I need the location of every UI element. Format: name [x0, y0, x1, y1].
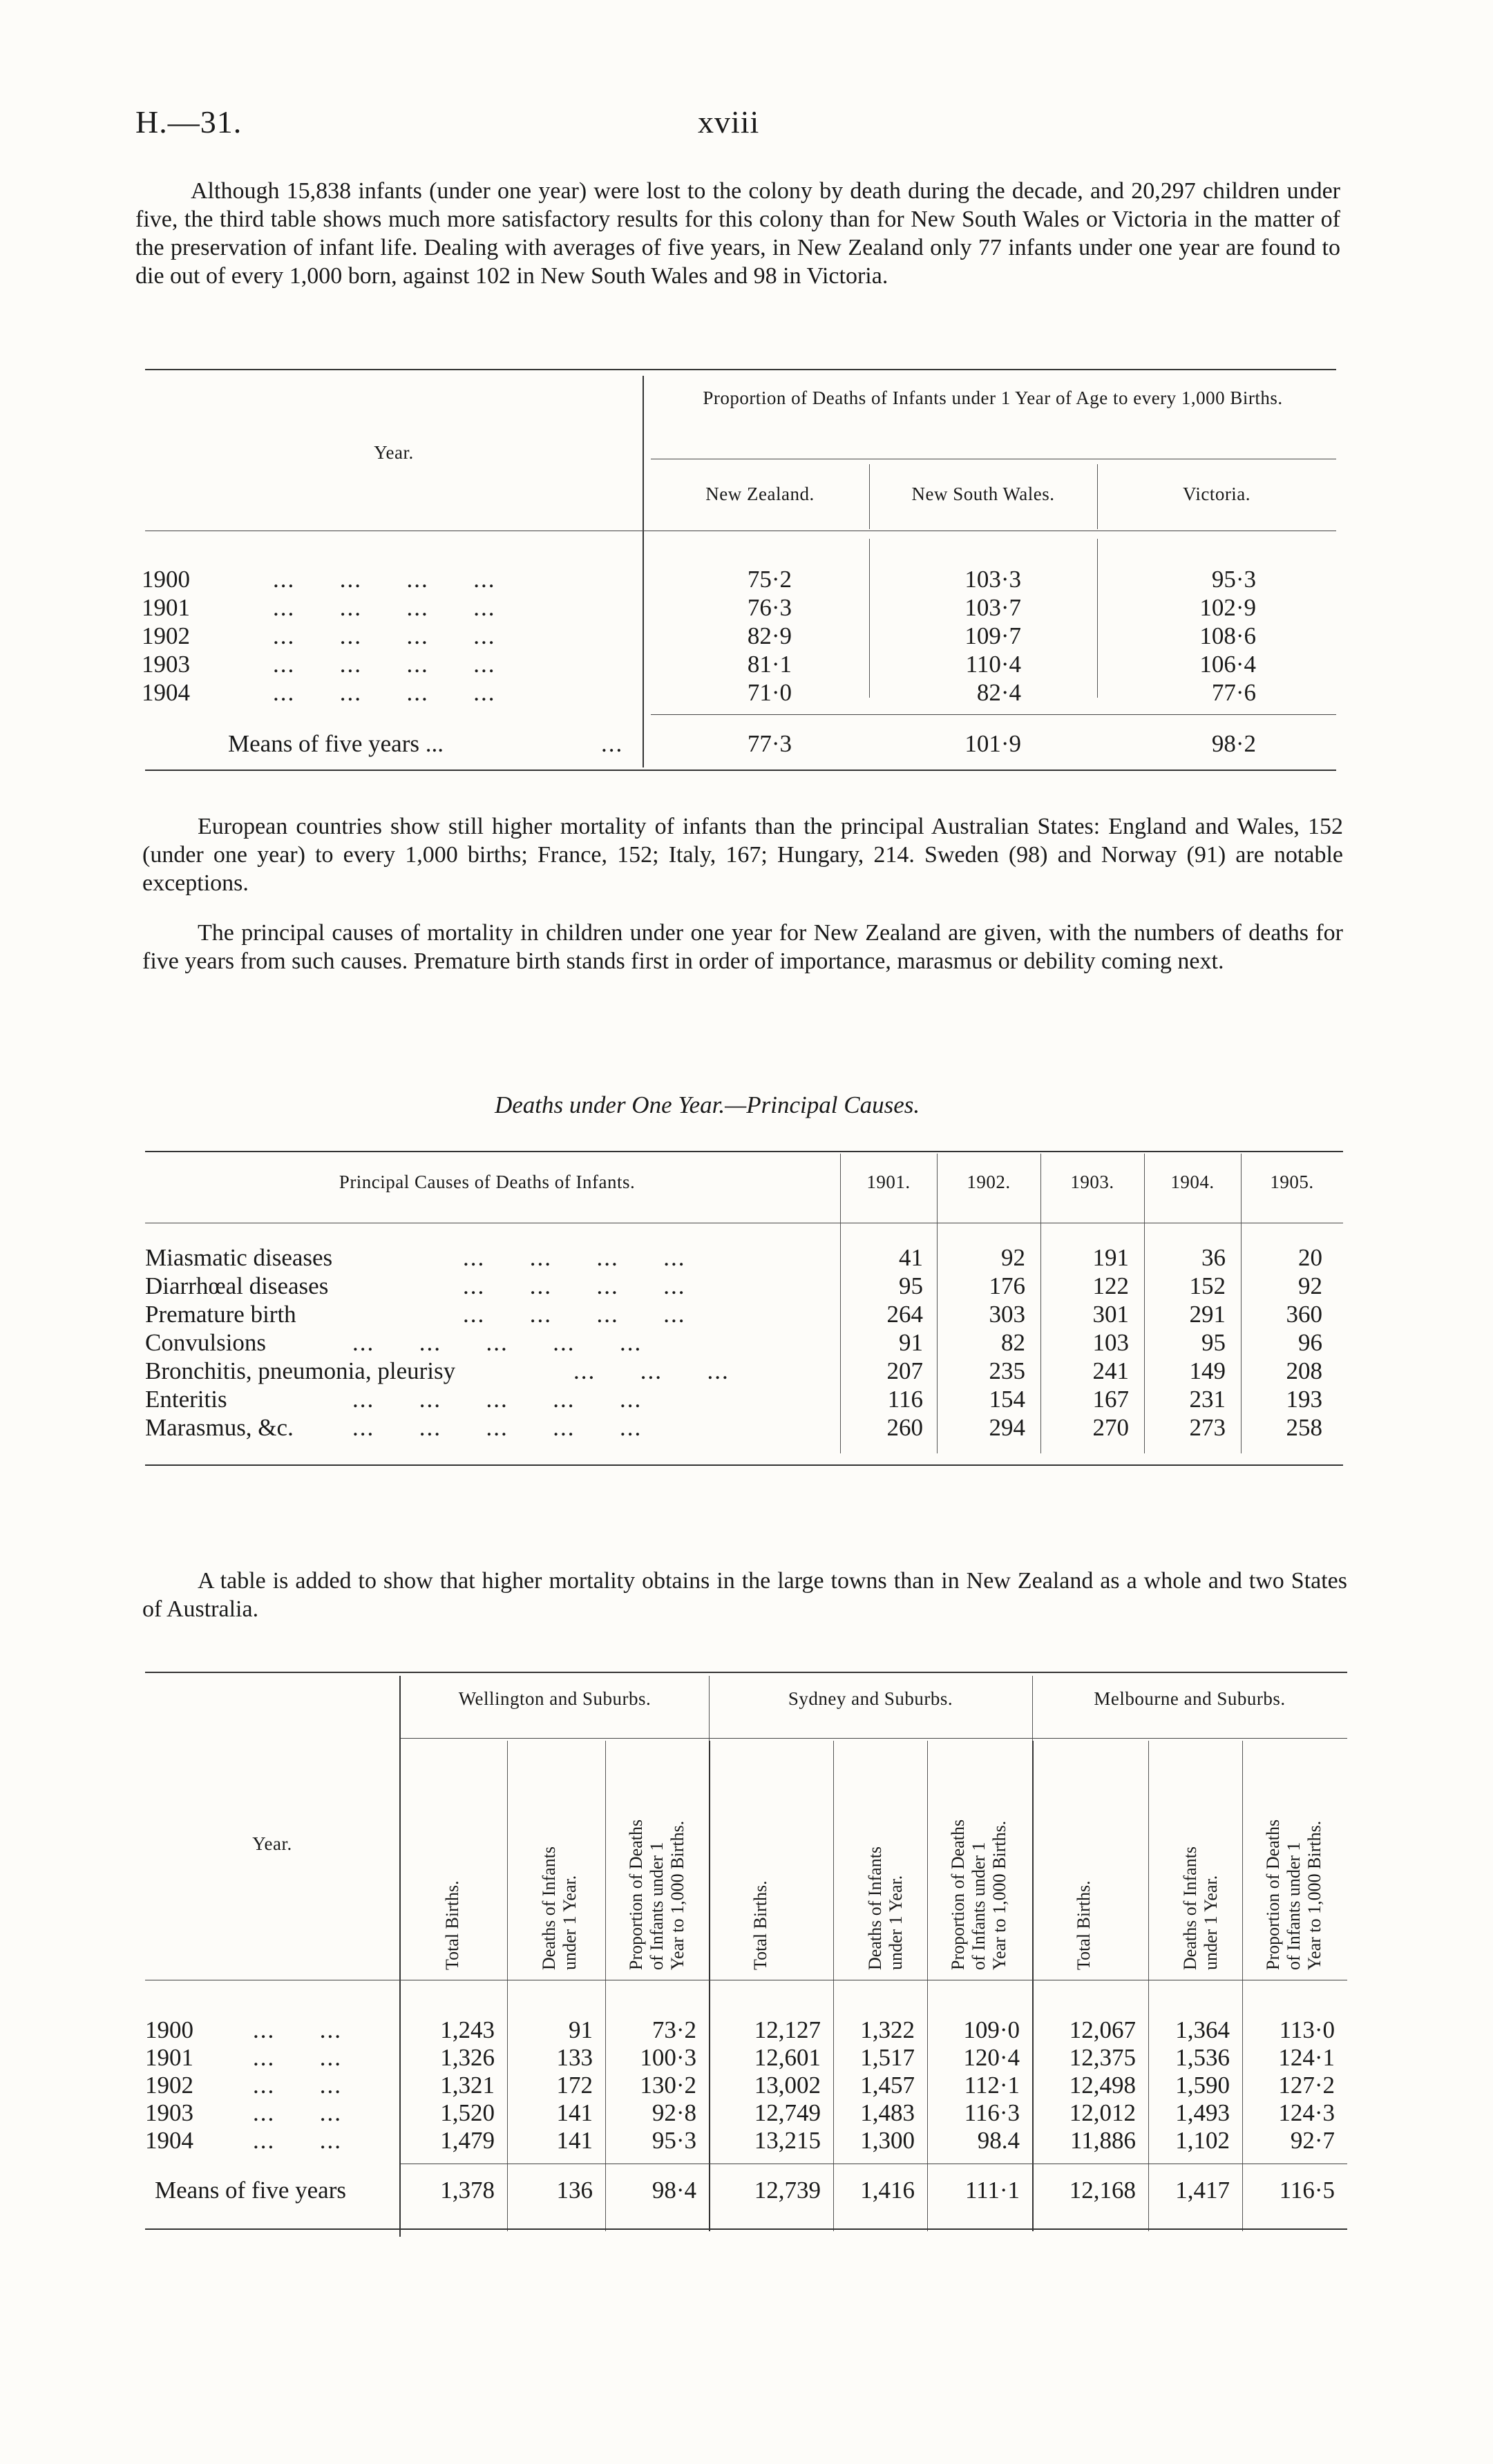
table3-header-proportion: Year to 1,000 Births. — [667, 1820, 687, 1970]
table3-group-sydney: Sydney and Suburbs. — [788, 1688, 953, 1709]
table1-year: 1902 — [142, 622, 190, 649]
table1-cell: 103·7 — [964, 594, 1021, 621]
table3-cell: 11,886 — [1070, 2127, 1136, 2154]
table3-cell: 13,215 — [754, 2127, 821, 2154]
table2-cell: 41 — [899, 1244, 923, 1271]
table2-cell: 208 — [1286, 1357, 1322, 1384]
table2-cell: 154 — [989, 1386, 1025, 1413]
table2-cell: 149 — [1189, 1357, 1226, 1384]
table2-cell: 92 — [1001, 1244, 1025, 1271]
table3-header-proportion: Proportion of Deaths — [626, 1819, 646, 1970]
table3-cell: 116·3 — [964, 2099, 1020, 2126]
table3-cell: 100·3 — [640, 2044, 696, 2071]
table2-cell: 95 — [1201, 1329, 1226, 1356]
table3-header-proportion: Proportion of Deaths — [948, 1819, 968, 1970]
table3-cell: 1,483 — [860, 2099, 915, 2126]
table2-cause: Bronchitis, pneumonia, pleurisy — [145, 1357, 456, 1384]
table2-cell: 92 — [1298, 1272, 1322, 1299]
table2-year-header: 1903. — [1070, 1172, 1114, 1192]
table3-group-melbourne: Melbourne and Suburbs. — [1094, 1688, 1286, 1709]
table2-cause: Convulsions — [145, 1329, 267, 1356]
table2-cause-header: Principal Causes of Deaths of Infants. — [339, 1172, 636, 1192]
table1-cell: 110·4 — [965, 651, 1021, 678]
table2-cell: 360 — [1286, 1301, 1322, 1328]
table1-cell: 108·6 — [1199, 622, 1256, 649]
table3-cell: 91 — [569, 2016, 593, 2043]
table2-cell: 231 — [1189, 1386, 1226, 1413]
table2-cell: 301 — [1092, 1301, 1129, 1328]
table2-cell: 258 — [1286, 1414, 1322, 1441]
table3-cell: 172 — [556, 2072, 593, 2099]
table2-year-header: 1901. — [866, 1172, 911, 1192]
table3-year: 1904 — [145, 2127, 193, 2154]
table2-cell: 294 — [989, 1414, 1025, 1441]
table2-cell: 96 — [1298, 1329, 1322, 1356]
table3-cell: 1,321 — [440, 2072, 495, 2099]
table1-cell: 102·9 — [1199, 594, 1256, 621]
table3-header-proportion: Proportion of Deaths — [1263, 1819, 1283, 1970]
table3-cell: 1,457 — [860, 2072, 915, 2099]
table3-year: 1902 — [145, 2072, 193, 2099]
table2-cell: 270 — [1092, 1414, 1129, 1441]
table2-cell: 176 — [989, 1272, 1025, 1299]
table3-cell: 124·1 — [1278, 2044, 1335, 2071]
table3-header-total-births: Total Births. — [750, 1880, 770, 1970]
table2-cell: 20 — [1298, 1244, 1322, 1271]
table3-group-wellington: Wellington and Suburbs. — [458, 1688, 652, 1709]
table2-cell: 122 — [1092, 1272, 1129, 1299]
table2-cell: 103 — [1092, 1329, 1129, 1356]
table3-cell: 1,517 — [860, 2044, 915, 2071]
table2-cell: 95 — [899, 1272, 923, 1299]
table2-cell: 260 — [886, 1414, 923, 1441]
paragraph-principal-causes: The principal causes of mortality in children under one year for New Zealand are given, with the numbers of deaths for five years from such causes. Premature birth stands first in order of importance, marasmus or debility coming next. — [142, 920, 1343, 974]
table3-cell: 141 — [556, 2127, 593, 2154]
table1-year: 1901 — [142, 594, 190, 621]
table1-mean: 101·9 — [964, 730, 1021, 757]
table3-cell: 92·7 — [1290, 2127, 1335, 2154]
table2-caption: Deaths under One Year.—Principal Causes. — [495, 1091, 920, 1118]
table3-mean: 111·1 — [964, 2177, 1020, 2204]
table3-cell: 12,601 — [754, 2044, 821, 2071]
table1-year: 1904 — [142, 679, 190, 706]
table3-mean: 1,378 — [440, 2177, 495, 2204]
table3-header-deaths: under 1 Year. — [560, 1875, 580, 1970]
table3-header-deaths: Deaths of Infants — [865, 1846, 885, 1970]
table3-cell: 113·0 — [1279, 2016, 1335, 2043]
table2-cell: 191 — [1092, 1244, 1129, 1271]
table3-cell: 1,479 — [440, 2127, 495, 2154]
table3-cell: 95·3 — [652, 2127, 696, 2154]
table3-header-deaths: under 1 Year. — [886, 1875, 906, 1970]
table1-cell: 77·6 — [1211, 679, 1256, 706]
table3-header-deaths: Deaths of Infants — [1180, 1846, 1200, 1970]
table3-cell: 1,364 — [1175, 2016, 1230, 2043]
table2-cell: 36 — [1201, 1244, 1226, 1271]
table3-year: 1900 — [145, 2016, 193, 2043]
table1-col-vic: Victoria. — [1182, 484, 1251, 504]
table3-cell: 133 — [556, 2044, 593, 2071]
table2-cell: 235 — [989, 1357, 1025, 1384]
table1-year-header: Year. — [374, 442, 414, 463]
table3-mean: 1,416 — [860, 2177, 915, 2204]
table3-means-label: Means of five years — [155, 2177, 346, 2204]
page-number: xviii — [698, 104, 760, 140]
table2-cell: 152 — [1189, 1272, 1226, 1299]
paragraph-infant-losses: Although 15,838 infants (under one year) were lost to the colony by death during the decade, and 20,297 children under five, the third table shows much more satisfactory results for this colony than for New South Wales or Victoria in the matter of the preservation of infant life. Dealing with averages of five years, in New Zealand only 77 infants under one year are found to die out of every 1,000 born, against 102 in New South Wales and 98 in Victoria. — [135, 178, 1340, 289]
table2-cell: 116 — [887, 1386, 923, 1413]
table2-cause: Enteritis — [145, 1386, 227, 1413]
table2-cause: Miasmatic diseases — [145, 1244, 333, 1271]
document-page: H.—31. xviii Although 15,838 infants (under one year) were lost to the colony by death during the decade, and 20,297 children under five, the third table shows much more satisfactory results for this colony than for New South Wales or Victoria in the matter of the preservation of infant life. Dealing with averages of five years, in New Zealand only 77 infants under one year are found to die out of every 1,000 born, against 102 in New South Wales and 98 in Victoria. Proportion of Deaths of Infants under 1 Year of Age to every 1,000 Births. Year. New Zealand. New South Wales. Victoria. 1900 1901 1902 1903 1904 ... ... ... ... ... ... ... ... ... ... ... ... ... ... ... ... ... ... ... ... 75·2 76·3 82·9 81·1 71·0 103·3 103·7 109·7 110·4 82·4 95·3 102·9 108·6 106·4 77·6 Means of five years ... ... 77·3 101·9 98·2 European countries show still higher mortality of infants than the principal Australian States: England and Wales, 152 (under one year) to every 1,000 births; France, 152; Italy, 167; Hungary, 214. Sweden (98) and Norway (91) are notable exceptions. The principal causes of mortality in children under one year for New Zealand are given, with the numbers of deaths for five years from such causes. Premature birth stands first in order of importance, marasmus or debility coming next. Deaths under One Year.—Principal Causes. Principal Causes of Deaths of Infants. 1901. 1902. 1903. 1904. 1905. Miasmatic diseases Diarrhœal diseases Premature birth Convulsions Bronchitis, pneumonia, pleurisy Enteritis Marasmus, &c. ... ... ... ... ... ... ... ... ... ... ... ... ... ... ... ... ... ... ... ... ... ... ... ... ... ... ... ... ... ... 41 92 191 36 20 95 176 122 152 92 264 303 301 291 360 91 82 103 95 96 207 235 241 149 208 116 154 167 231 193 260 294 270 273 258 A table is added to show that higher mortality obtains in the large towns than in New Zealand as a whole and two States of Australia. Wellington and Suburbs. Sydney and Suburbs. Melbourne and Suburbs. Year. Total Births. Deaths of Infants under 1 Year. Proportion of Deaths of Infants under 1 Year to 1,000 Births. Total Births. Deaths of Infants under 1 Year. Proportion of Deaths of Infants under 1 Year to 1,000 Births. Total Births. Deaths of Infants under 1 Year. Proportion of Deaths of Infants under 1 Year to 1,000 Births. 1900 1901 1902 1903 1904 ... ... ... ... ... ... ... ... ... ... 1,243 91 73·2 12,127 1,322 109·0 12,067 1,364 113·0 1,326 133 100·3 12,601 1,517 120·4 12,375 1,536 124·1 1,321 172 130·2 13,002 1,457 112·1 12,498 1,590 127·2 1,520 141 92·8 12,749 1,483 116·3 12,012 1,493 124·3 1,479 141 95·3 13,215 1,300 98.4 11,886 1,102 92·7 1,378 136 98·4 12,739 1,416 111·1 12,168 1,417 116·5 Means of five years — [0, 0, 1493, 2464]
table3-year-header: Year. — [252, 1833, 292, 1854]
table3-cell: 1,326 — [440, 2044, 495, 2071]
table3-mean: 98·4 — [652, 2177, 696, 2204]
table3-header-proportion: of Infants under 1 — [1284, 1842, 1304, 1970]
table1-mean: 98·2 — [1211, 730, 1256, 757]
table3-header-deaths: under 1 Year. — [1201, 1875, 1221, 1970]
table3-cell: 98.4 — [977, 2127, 1020, 2154]
table3-cell: 92·8 — [652, 2099, 696, 2126]
table3-header-proportion: of Infants under 1 — [969, 1842, 989, 1970]
paragraph-large-towns: A table is added to show that higher mortality obtains in the large towns than in New Zealand as a whole and two States of Australia. — [142, 1568, 1347, 1622]
table3-cell: 12,127 — [754, 2016, 821, 2043]
table2-cause: Marasmus, &c. — [145, 1414, 294, 1441]
table2-year-header: 1904. — [1170, 1172, 1215, 1192]
table2-cell: 167 — [1092, 1386, 1129, 1413]
table2-cell: 193 — [1286, 1386, 1322, 1413]
table3-cell: 12,749 — [754, 2099, 821, 2126]
table1-col-nz: New Zealand. — [705, 484, 815, 504]
table1-cell: 82·9 — [747, 622, 792, 649]
table3-cell: 12,067 — [1069, 2016, 1136, 2043]
table1-cell: 109·7 — [964, 622, 1021, 649]
page-reference: H.—31. — [135, 104, 243, 140]
table3-cell: 109·0 — [963, 2016, 1020, 2043]
table2-cause: Diarrhœal diseases — [145, 1272, 329, 1299]
table3-header-deaths: Deaths of Infants — [539, 1846, 559, 1970]
table3-cell: 141 — [556, 2099, 593, 2126]
table3-cell: 1,590 — [1175, 2072, 1230, 2099]
table3-cell: 12,375 — [1069, 2044, 1136, 2071]
table1-cell: 103·3 — [964, 566, 1021, 593]
table3-cell: 13,002 — [754, 2072, 821, 2099]
table1-col-nsw: New South Wales. — [911, 484, 1055, 504]
table3-cell: 1,300 — [860, 2127, 915, 2154]
table3-cell: 73·2 — [652, 2016, 696, 2043]
table2-cell: 82 — [1001, 1329, 1025, 1356]
table2-cell: 273 — [1189, 1414, 1226, 1441]
table1-means-label: Means of five years ... — [228, 730, 444, 757]
table2-cause: Premature birth — [145, 1301, 296, 1328]
table3-header-proportion: Year to 1,000 Births. — [989, 1820, 1009, 1970]
table2-cell: 303 — [989, 1301, 1025, 1328]
table1-mean: 77·3 — [747, 730, 792, 757]
table2-year-header: 1905. — [1270, 1172, 1314, 1192]
table3-cell: 120·4 — [963, 2044, 1020, 2071]
table1-cell: 106·4 — [1199, 651, 1256, 678]
table1-cell: 71·0 — [747, 679, 792, 706]
table2-cell: 291 — [1189, 1301, 1226, 1328]
table3-cell: 12,012 — [1069, 2099, 1136, 2126]
table3-cell: 130·2 — [640, 2072, 696, 2099]
table1-group-header: Proportion of Deaths of Infants under 1 Year of Age to every 1,000 Births. — [703, 388, 1283, 408]
table3-mean: 136 — [556, 2177, 593, 2204]
table3-cell: 1,243 — [440, 2016, 495, 2043]
table3-header-total-births: Total Births. — [1074, 1880, 1094, 1970]
paragraph-european-mortality: European countries show still higher mortality of infants than the principal Australian States: England and Wales, 152 (under one year) to every 1,000 births; France, 152; Italy, 167; Hungary, 214. Sweden (98) and Norway (91) are notable exceptions. — [142, 814, 1343, 896]
table3-cell: 12,498 — [1069, 2072, 1136, 2099]
table2-cell: 207 — [886, 1357, 923, 1384]
table1-cell: 81·1 — [747, 651, 792, 678]
table2-year-header: 1902. — [967, 1172, 1011, 1192]
table3-mean: 12,168 — [1069, 2177, 1136, 2204]
table2-cell: 264 — [886, 1301, 923, 1328]
table3-cell: 124·3 — [1278, 2099, 1335, 2126]
table1-cell: 76·3 — [747, 594, 792, 621]
table3-cell: 1,520 — [440, 2099, 495, 2126]
table3-year: 1901 — [145, 2044, 193, 2071]
table1-year: 1903 — [142, 651, 190, 678]
table1-cell: 95·3 — [1211, 566, 1256, 593]
table3-cell: 1,536 — [1175, 2044, 1230, 2071]
table2-cell: 241 — [1092, 1357, 1129, 1384]
table3-mean: 116·5 — [1279, 2177, 1335, 2204]
table3-header-proportion: Year to 1,000 Births. — [1304, 1820, 1324, 1970]
table2-cell: 91 — [899, 1329, 923, 1356]
table3-header-total-births: Total Births. — [442, 1880, 462, 1970]
table3-cell: 1,102 — [1175, 2127, 1230, 2154]
table3-cell: 112·1 — [964, 2072, 1020, 2099]
table3-cell: 127·2 — [1278, 2072, 1335, 2099]
table3-header-proportion: of Infants under 1 — [647, 1842, 667, 1970]
table3-mean: 12,739 — [754, 2177, 821, 2204]
table1-cell: 82·4 — [976, 679, 1021, 706]
table3-cell: 1,322 — [860, 2016, 915, 2043]
table1-year: 1900 — [142, 566, 190, 593]
table3-year: 1903 — [145, 2099, 193, 2126]
table1-cell: 75·2 — [747, 566, 792, 593]
table3-cell: 1,493 — [1175, 2099, 1230, 2126]
table3-mean: 1,417 — [1175, 2177, 1230, 2204]
